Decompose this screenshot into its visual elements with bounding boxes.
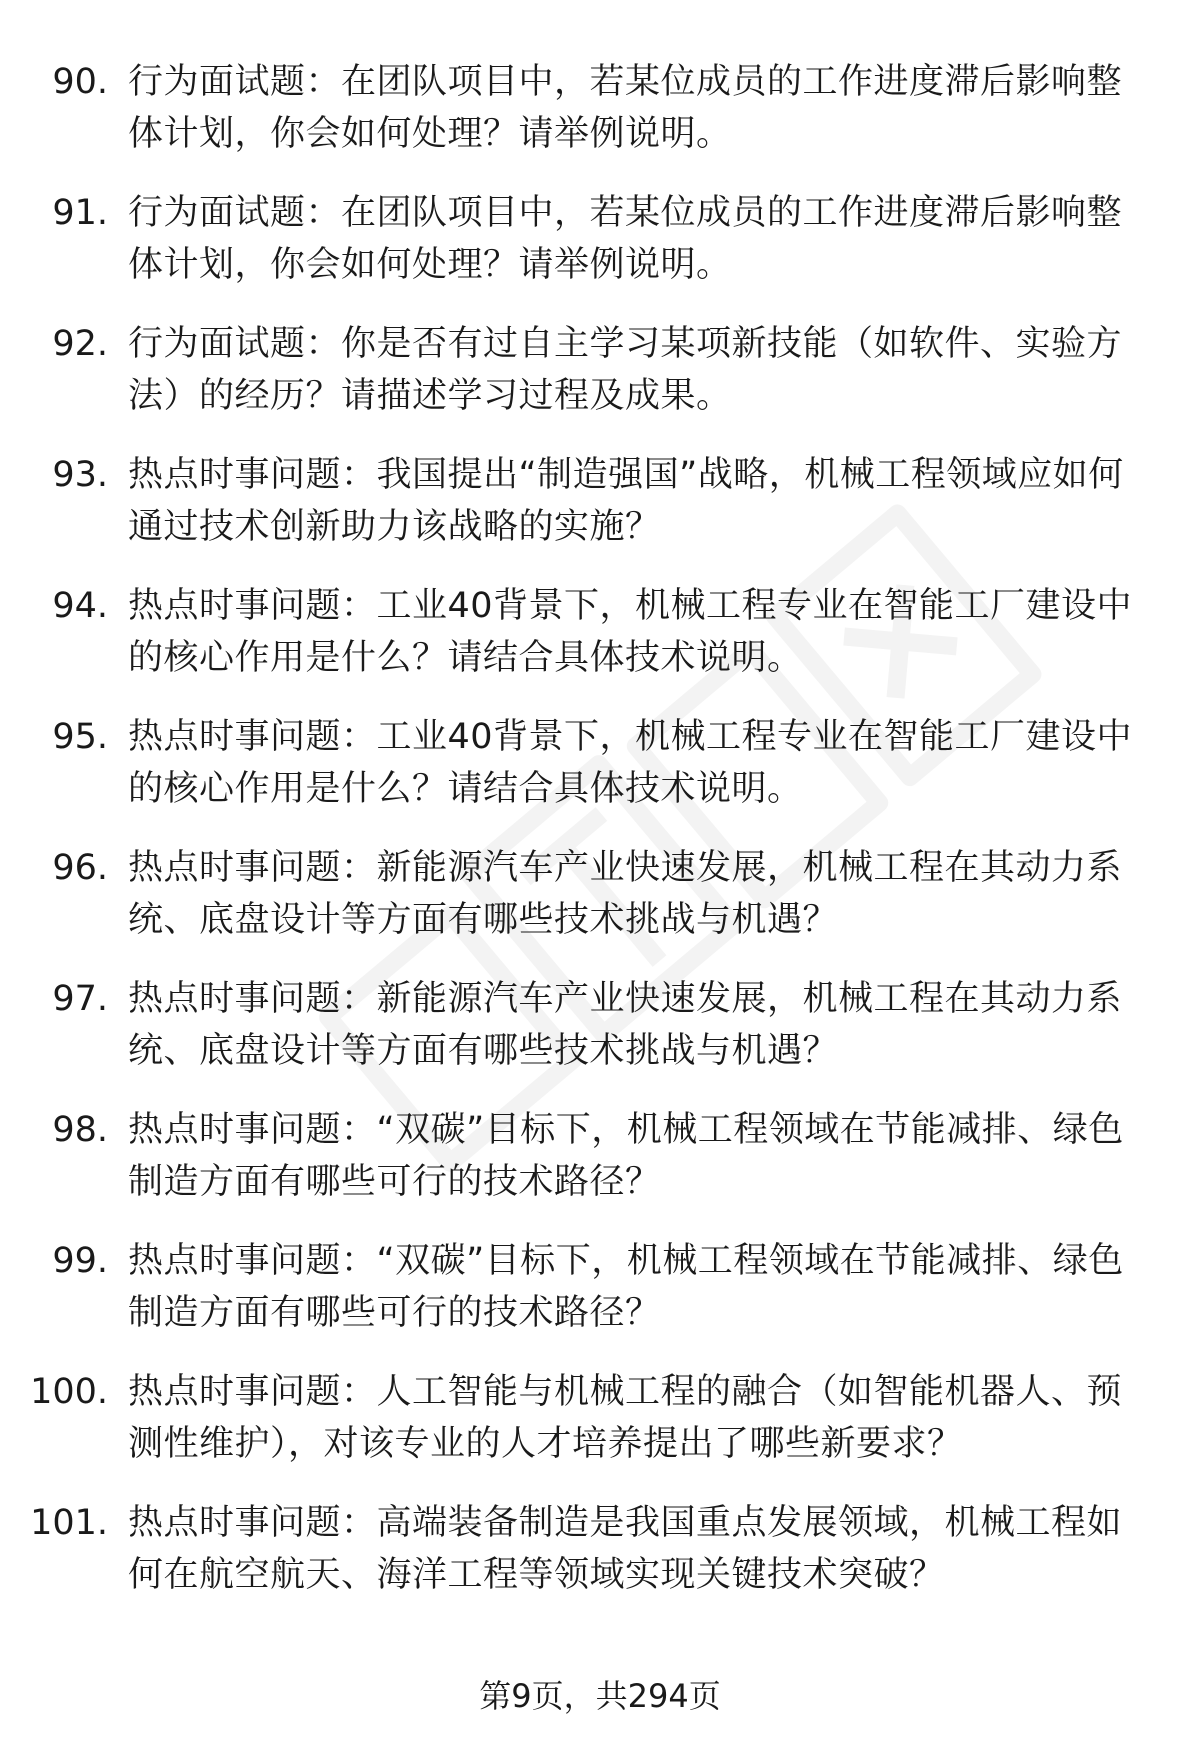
list-item bbox=[0, 449, 1200, 580]
list-item bbox=[0, 973, 1200, 1104]
question-text: 热点时事问题：工业40背景下，机械工程专业在智能工厂建设中的核心作用是什么？请结合具体技术说明。 bbox=[128, 717, 1133, 809]
question-number: 90. bbox=[52, 62, 108, 102]
list-item bbox=[0, 187, 1200, 318]
question-number: 101. bbox=[30, 1503, 108, 1543]
list-item bbox=[0, 1366, 1200, 1497]
question-number: 97. bbox=[52, 979, 108, 1019]
question-text: 热点时事问题：新能源汽车产业快速发展，机械工程在其动力系统、底盘设计等方面有哪些技术挑战与机遇？ bbox=[128, 979, 1123, 1071]
question-text: 热点时事问题：“双碳”目标下，机械工程领域在节能减排、绿色制造方面有哪些可行的技术路径？ bbox=[128, 1241, 1124, 1333]
list-item bbox=[0, 842, 1200, 973]
question-text: 热点时事问题：高端装备制造是我国重点发展领域，机械工程如何在航空航天、海洋工程等领域实现关键技术突破？ bbox=[128, 1503, 1123, 1595]
question-number: 96. bbox=[52, 848, 108, 888]
question-number: 100. bbox=[30, 1372, 108, 1412]
question-text: 热点时事问题：人工智能与机械工程的融合（如智能机器人、预测性维护），对该专业的人才培养提出了哪些新要求？ bbox=[128, 1372, 1123, 1464]
question-text: 热点时事问题：新能源汽车产业快速发展，机械工程在其动力系统、底盘设计等方面有哪些技术挑战与机遇？ bbox=[128, 848, 1123, 940]
list-item bbox=[0, 318, 1200, 449]
question-number: 92. bbox=[52, 324, 108, 364]
list-item bbox=[0, 1497, 1200, 1628]
list-item bbox=[0, 1235, 1200, 1366]
question-text: 行为面试题：在团队项目中，若某位成员的工作进度滞后影响整体计划，你会如何处理？请举例说明。 bbox=[128, 62, 1123, 154]
list-item bbox=[0, 56, 1200, 187]
question-list bbox=[0, 56, 1200, 1628]
question-text: 行为面试题：你是否有过自主学习某项新技能（如软件、实验方法）的经历？请描述学习过程及成果。 bbox=[128, 324, 1123, 416]
question-text: 热点时事问题：我国提出“制造强国”战略，机械工程领域应如何通过技术创新助力该战略的实施？ bbox=[128, 455, 1124, 547]
question-number: 93. bbox=[52, 455, 108, 495]
question-text: 行为面试题：在团队项目中，若某位成员的工作进度滞后影响整体计划，你会如何处理？请举例说明。 bbox=[128, 193, 1123, 285]
question-number: 99. bbox=[52, 1241, 108, 1281]
question-number: 94. bbox=[52, 586, 108, 626]
question-number: 95. bbox=[52, 717, 108, 757]
question-number: 91. bbox=[52, 193, 108, 233]
page-number-label: 第9页，共294页 bbox=[479, 1677, 721, 1715]
list-item bbox=[0, 1104, 1200, 1235]
list-item bbox=[0, 580, 1200, 711]
page-footer bbox=[0, 1672, 1200, 1720]
question-number: 98. bbox=[52, 1110, 108, 1150]
list-item bbox=[0, 711, 1200, 842]
question-text: 热点时事问题：“双碳”目标下，机械工程领域在节能减排、绿色制造方面有哪些可行的技术路径？ bbox=[128, 1110, 1124, 1202]
question-text: 热点时事问题：工业40背景下，机械工程专业在智能工厂建设中的核心作用是什么？请结合具体技术说明。 bbox=[128, 586, 1133, 678]
